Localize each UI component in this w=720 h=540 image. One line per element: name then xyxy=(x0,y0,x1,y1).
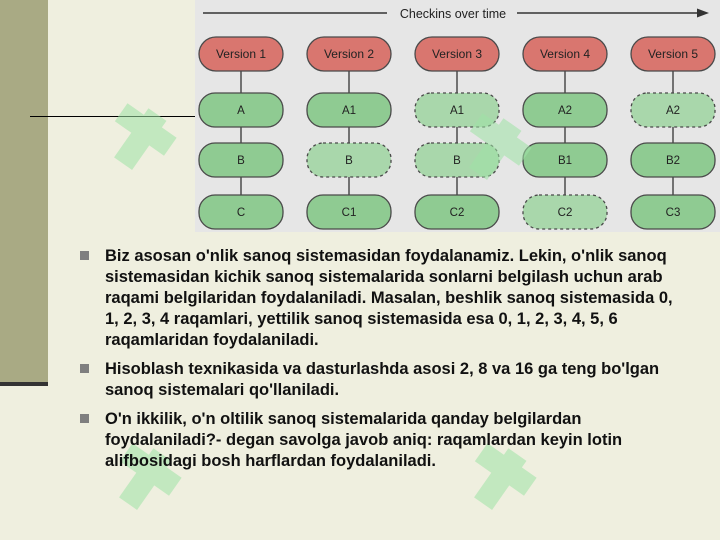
file-label: C1 xyxy=(341,207,357,219)
version-label: Version 5 xyxy=(647,47,699,61)
file-label: A1 xyxy=(341,105,357,117)
version-label: Version 2 xyxy=(323,47,375,61)
version-label: Version 3 xyxy=(431,47,483,61)
timeline-arrowhead xyxy=(697,9,709,18)
left-accent-bar-edge xyxy=(0,382,48,386)
file-label: A1 xyxy=(449,105,465,117)
file-label: B xyxy=(237,155,245,167)
bullet-list xyxy=(80,246,690,480)
left-accent-bar xyxy=(0,0,48,384)
watermark-logo-right-top xyxy=(450,70,573,200)
version-label: Version 4 xyxy=(539,47,591,61)
file-label: A xyxy=(237,105,245,117)
bullet-marker xyxy=(80,251,89,260)
version-label: Version 1 xyxy=(215,47,267,61)
bullet-marker xyxy=(80,414,89,423)
bullet-text: Biz asosan o'nlik sanoq sistemasidan foydalanamiz. Lekin, o'nlik sanoq sistemasidan kichik sanoq sistemalarida sonlarni belgilash uchun arab raqami belgilaridan foydalaniladi. Masalan, beshlik sanoq sistemasida 0, 1, 2, 3, 4 raqamlari, yettilik sanoq sistemasida esa 0, 1, 2, 3, 4, 5, 6 raqamlaridan foydalaniladi. xyxy=(105,247,673,349)
bullet-item xyxy=(80,246,690,351)
file-label: C2 xyxy=(449,207,465,219)
file-label: B xyxy=(453,155,461,167)
timeline-title: Checkins over time xyxy=(399,7,507,21)
bullet-text: O'n ikkilik, o'n oltilik sanoq sistemalarida qanday belgilardan foydalaniladi?- degan savolga javob aniq: raqamlardan keyin lotin alifbosidagi bosh harflardan foydalaniladi. xyxy=(105,410,623,470)
bullet-item xyxy=(80,359,690,401)
file-label: C3 xyxy=(665,207,681,219)
file-label: B1 xyxy=(557,155,573,167)
file-label: B2 xyxy=(665,155,681,167)
bullet-text: Hisoblash texnikasida va dasturlashda asosi 2, 8 va 16 ga teng bo'lgan sanoq sistemalari qo'llaniladi. xyxy=(105,360,660,399)
bullet-marker xyxy=(80,364,89,373)
file-label: C xyxy=(236,207,246,219)
watermark-logo-left-top xyxy=(95,60,215,190)
bullet-item xyxy=(80,409,690,472)
file-label: A2 xyxy=(665,105,681,117)
file-label: B xyxy=(345,155,353,167)
file-label: C2 xyxy=(557,207,573,219)
file-label: A2 xyxy=(557,105,573,117)
